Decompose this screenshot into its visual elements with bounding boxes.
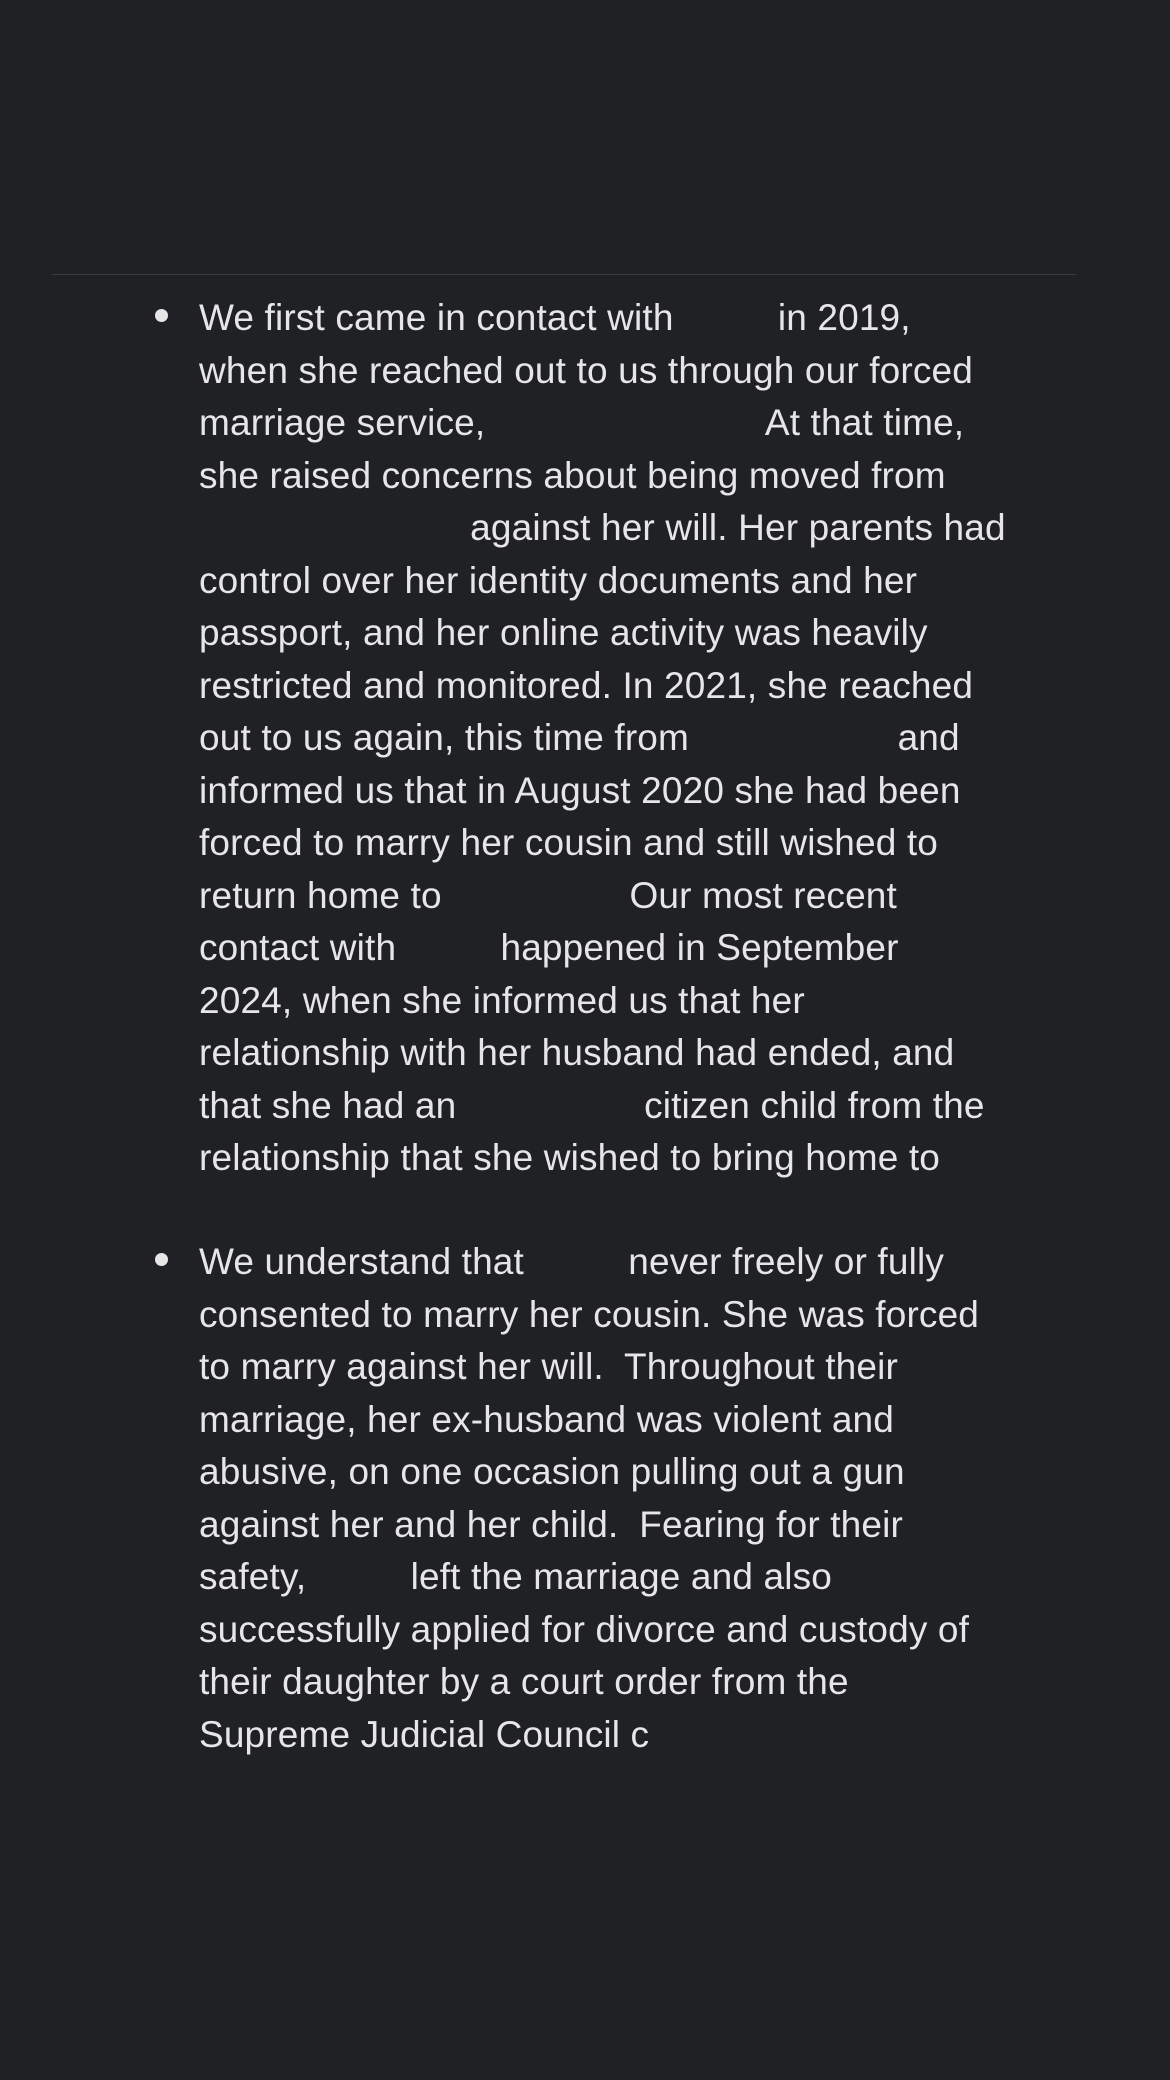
paragraph-line: We understand that never freely or fully (199, 1241, 944, 1282)
paragraph-line: consented to marry her cousin. She was forced (199, 1293, 980, 1335)
paragraph-line: relationship that she wished to bring home to (199, 1137, 941, 1178)
paragraph-line: their daughter by a court order from the (199, 1661, 849, 1702)
paragraph-line: against her and her child. Fearing for their (199, 1503, 903, 1545)
paragraph-line: forced to marry her cousin and still wished to (199, 822, 939, 863)
paragraph-line: informed us that in August 2020 she had been (199, 769, 961, 811)
paragraph-line: marriage service, At that time, (199, 402, 965, 443)
paragraph-line: marriage, her ex-husband was violent and (199, 1398, 894, 1440)
paragraph-line: safety, left the marriage and also (199, 1556, 833, 1597)
paragraph-line: passport, and her online activity was heavily (199, 612, 928, 653)
bullet-marker (155, 1253, 168, 1266)
bullet-item-forced-marriage (199, 1236, 1079, 1762)
paragraph-line: We first came in contact with in 2019, (199, 297, 911, 338)
paragraph-line: return home to Our most recent (199, 874, 897, 916)
paragraph-line: successfully applied for divorce and custody of (199, 1608, 970, 1650)
paragraph-line: Supreme Judicial Council c (199, 1713, 650, 1755)
section-divider (52, 274, 1076, 275)
paragraph-line: against her will. Her parents had (199, 507, 1006, 548)
paragraph-line: 2024, when she informed us that her (199, 979, 805, 1021)
paragraph-line: relationship with her husband had ended, and (199, 1032, 955, 1073)
paragraph-line: contact with happened in September (199, 927, 899, 968)
bullet-item-contact-history (199, 292, 1079, 1204)
paragraph-line: when she reached out to us through our forced (199, 349, 973, 391)
bullet-marker (155, 309, 168, 322)
paragraph-line: to marry against her will. Throughout their (199, 1346, 898, 1387)
paragraph-line: abusive, on one occasion pulling out a gun (199, 1451, 905, 1492)
paragraph-line: that she had an citizen child from the (199, 1084, 985, 1126)
paragraph-line: control over her identity documents and her (199, 559, 918, 601)
paragraph-line: she raised concerns about being moved from (199, 454, 946, 496)
paragraph-line: restricted and monitored. In 2021, she reached (199, 664, 974, 706)
paragraph-line: out to us again, this time from and (199, 717, 960, 758)
